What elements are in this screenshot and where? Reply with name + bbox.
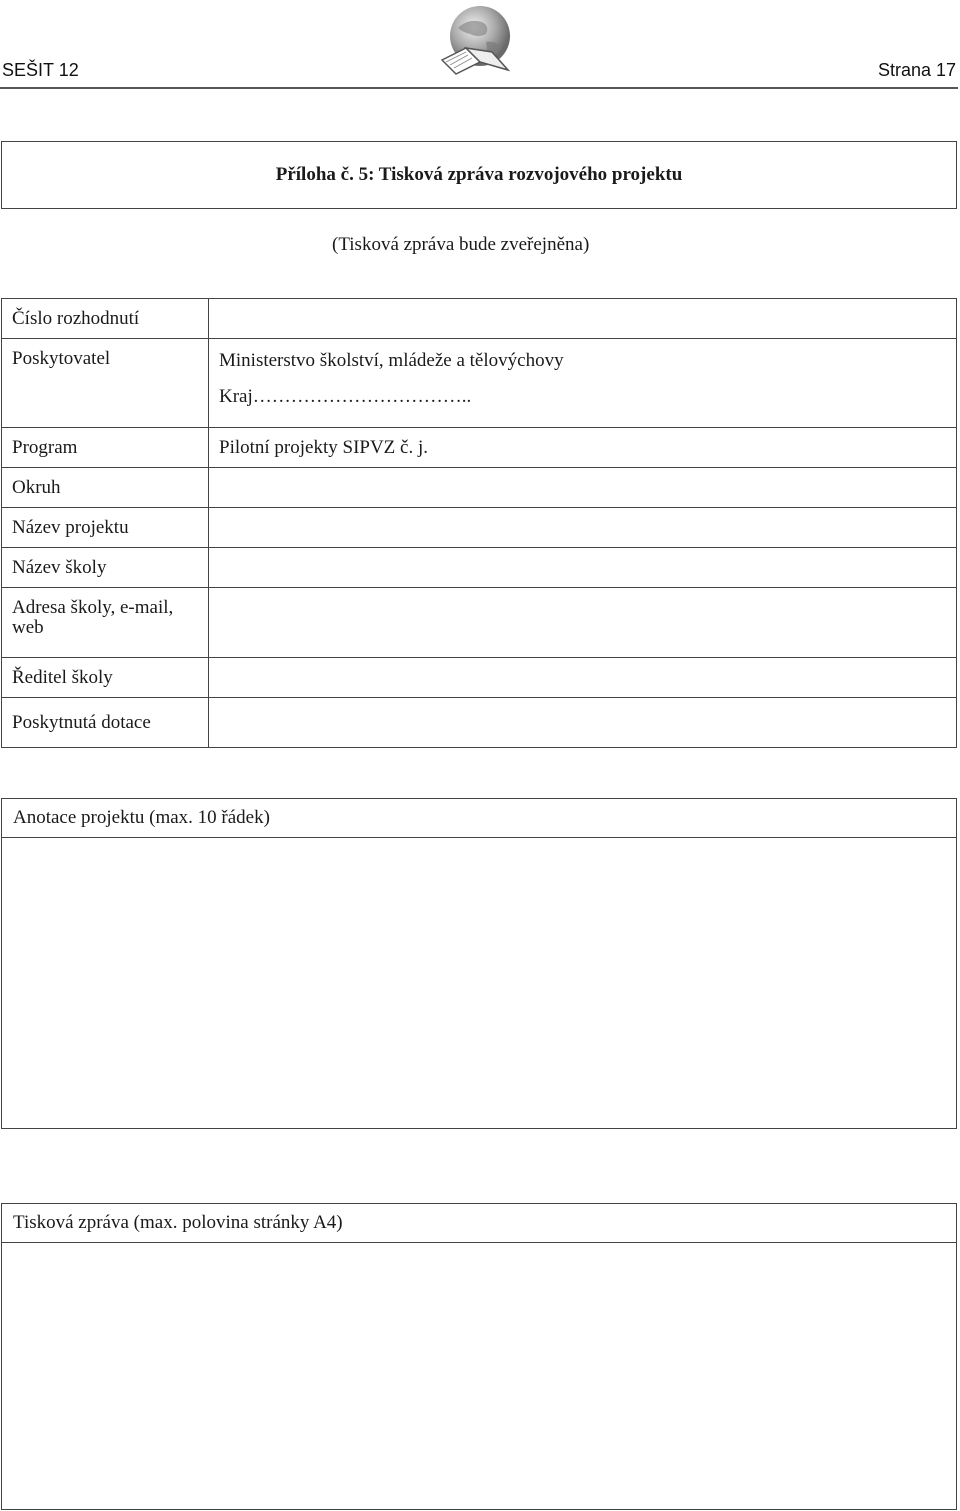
row-label: Název projektu (2, 508, 209, 548)
provider-field[interactable] (209, 339, 957, 428)
row-label: Adresa školy, e-mail, web (2, 588, 209, 658)
school-name-field[interactable] (209, 548, 957, 588)
table-row (2, 658, 957, 698)
annotation-box[interactable] (1, 798, 957, 1129)
decision-number-field[interactable] (209, 299, 957, 339)
table-row (2, 548, 957, 588)
provider-region: Kraj…………………………….. (219, 385, 472, 407)
document-title (1, 141, 957, 209)
row-label: Ředitel školy (2, 658, 209, 698)
table-row (2, 508, 957, 548)
school-address-field[interactable] (209, 588, 957, 658)
row-label: Program (2, 428, 209, 468)
table-row (2, 468, 957, 508)
table-row (2, 339, 957, 428)
table-row (2, 588, 957, 658)
table-row (2, 428, 957, 468)
project-info-table (1, 298, 957, 748)
principal-field[interactable] (209, 658, 957, 698)
row-label: Okruh (2, 468, 209, 508)
row-label: Název školy (2, 548, 209, 588)
program-field[interactable]: Pilotní projekty SIPVZ č. j. (209, 428, 957, 468)
row-label: Poskytovatel (2, 339, 209, 428)
area-field[interactable] (209, 468, 957, 508)
publication-note: (Tisková zpráva bude zveřejněna) (332, 234, 590, 255)
annotation-label: Anotace projektu (max. 10 řádek) (2, 799, 956, 838)
press-release-label: Tisková zpráva (max. polovina stránky A4) (2, 1204, 956, 1243)
title-text: Příloha č. 5: Tisková zpráva rozvojového projektu (275, 164, 683, 185)
press-release-box[interactable] (1, 1203, 957, 1510)
provider-ministry: Ministerstvo školství, mládeže a tělovýchovy (219, 349, 564, 371)
globe-book-logo-icon (436, 2, 516, 82)
row-label: Číslo rozhodnutí (2, 299, 209, 339)
table-row (2, 698, 957, 748)
header-divider (0, 87, 958, 89)
project-name-field[interactable] (209, 508, 957, 548)
table-row (2, 299, 957, 339)
booklet-number: SEŠIT 12 (2, 60, 79, 80)
grant-field[interactable] (209, 698, 957, 748)
page-number: Strana 17 (877, 60, 956, 80)
row-label: Poskytnutá dotace (2, 698, 209, 748)
